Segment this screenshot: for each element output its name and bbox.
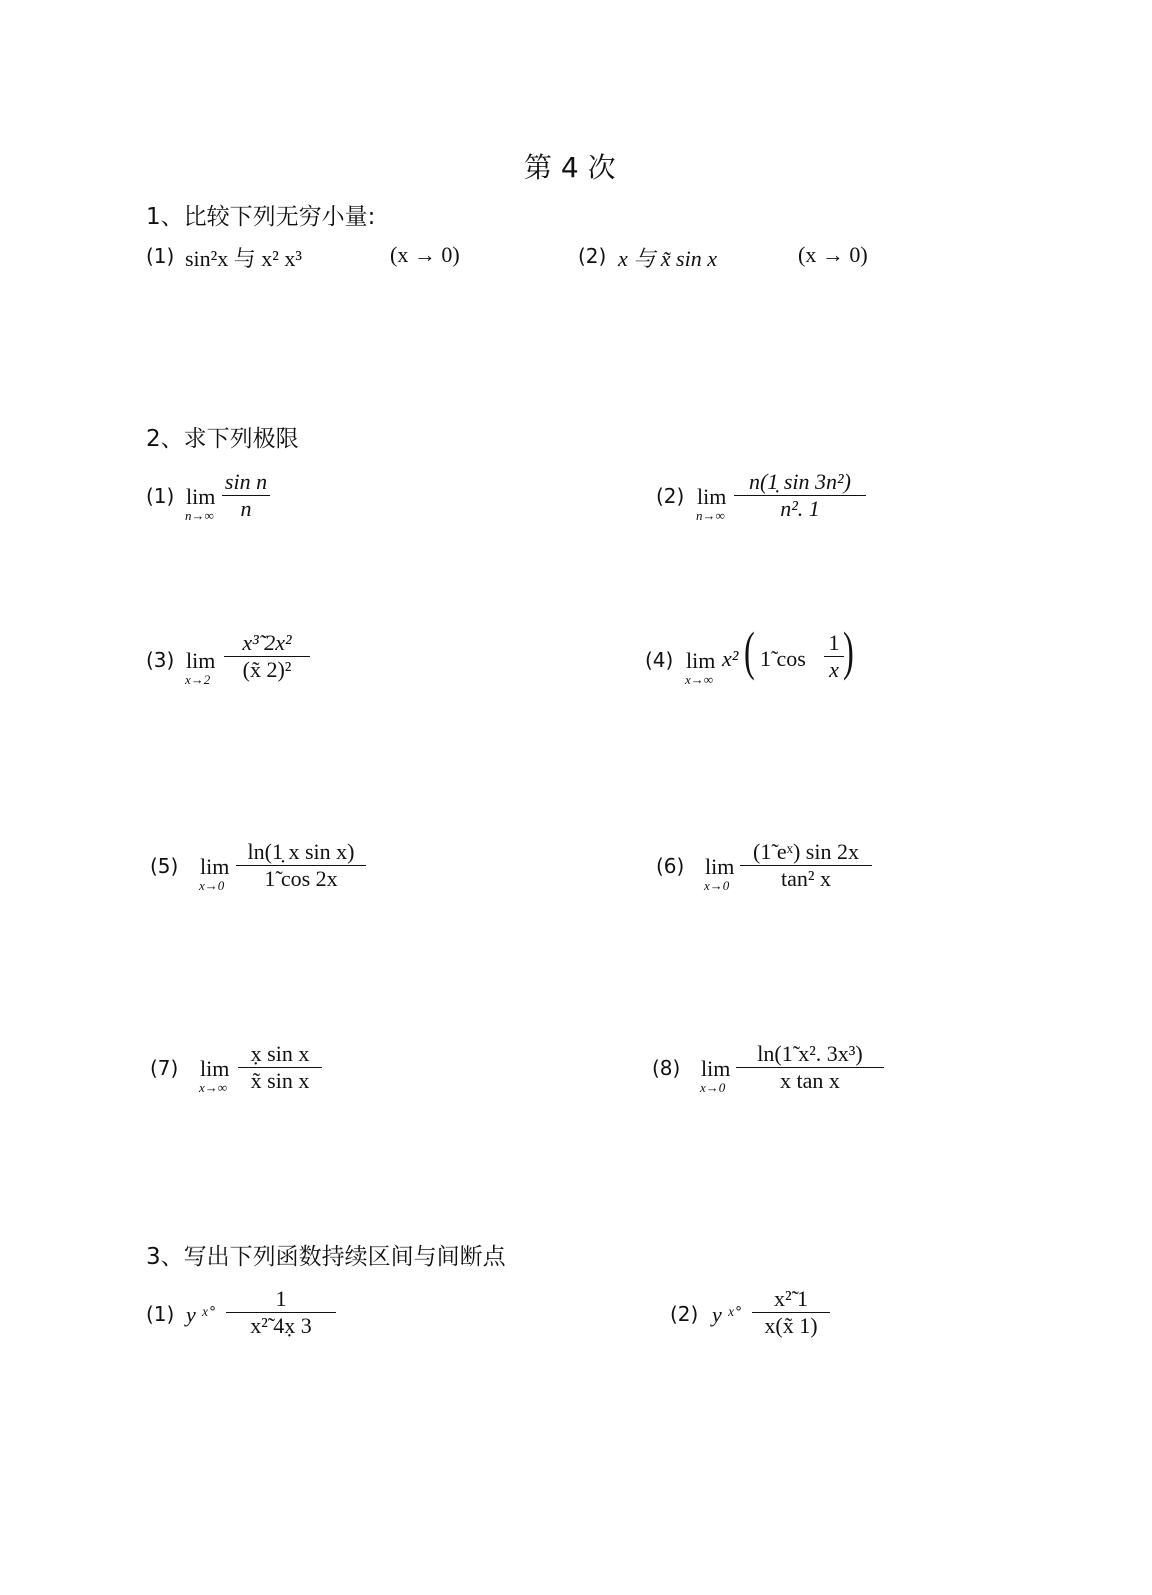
s2-problem-7-fraction <box>238 1041 322 1094</box>
s2-problem-8-fraction <box>736 1041 884 1094</box>
s1-problem-2-expression: x 与 x̃ sin x <box>618 246 717 271</box>
s2-problem-5-lim-subscript: x→0 <box>199 878 225 893</box>
s1-problem-2-label: (2) <box>578 244 607 268</box>
s2-problem-1-lim-subscript: n→∞ <box>185 508 214 523</box>
s2-problem-4-fraction <box>824 630 844 683</box>
denominator: x(x̃ 1) <box>764 1313 818 1338</box>
s2-problem-1-fraction <box>222 469 270 522</box>
s2-problem-1-label: (1) <box>146 484 175 508</box>
s2-problem-6-lim-subscript: x→0 <box>704 878 730 893</box>
s2-problem-6-label: (6) <box>656 854 685 878</box>
numerator: (1̃ eˣ) sin 2x <box>753 839 859 864</box>
denominator: x²̃ 4x̣ 3 <box>250 1313 312 1338</box>
s1-problem-2-condition: (x → 0) <box>798 242 868 267</box>
section-1-heading: 1、比较下列无穷小量: <box>146 204 376 230</box>
s3-problem-2-fraction <box>752 1286 830 1339</box>
s2-problem-7-label: (7) <box>150 1056 179 1080</box>
s2-problem-3-label: (3) <box>146 648 175 672</box>
numerator: n(1̣ sin 3n²) <box>749 469 851 494</box>
s2-problem-4-prefactor: x² <box>722 646 739 671</box>
s2-problem-6-lim: lim <box>705 854 735 879</box>
section-3-heading: 3、写出下列函数持续区间与间断点 <box>146 1244 506 1270</box>
s1-problem-1-condition: (x → 0) <box>390 242 460 267</box>
numerator: 1 <box>828 630 840 655</box>
s1-problem-1-expression: sin²x 与 x² x³ <box>185 246 302 271</box>
denominator: 1̃ cos 2x <box>264 866 338 891</box>
section-2-heading: 2、求下列极限 <box>146 426 299 452</box>
s2-problem-8-label: (8) <box>652 1056 681 1080</box>
s2-problem-3-lim: lim <box>186 648 216 673</box>
numerator: x³̃ 2x² <box>242 630 292 655</box>
numerator: x²̃ 1 <box>773 1286 809 1311</box>
s2-problem-2-lim: lim <box>697 484 727 509</box>
s3-problem-1-fraction <box>226 1286 336 1339</box>
s2-problem-2-label: (2) <box>656 484 685 508</box>
s2-problem-3-lim-subscript: x→2 <box>185 672 211 687</box>
s2-problem-1-lim: lim <box>186 484 216 509</box>
s2-problem-8-lim: lim <box>701 1056 731 1081</box>
s2-problem-2-lim-subscript: n→∞ <box>696 508 725 523</box>
s2-problem-7-lim: lim <box>200 1056 230 1081</box>
denominator: n <box>240 496 252 521</box>
numerator: 1 <box>275 1286 287 1311</box>
s2-problem-4-label: (4) <box>645 648 674 672</box>
s2-problem-6-fraction <box>740 839 872 892</box>
s3-problem-2-label: (2) <box>670 1302 699 1326</box>
denominator: tan² x <box>781 866 831 891</box>
denominator: x̃ sin x <box>250 1068 310 1093</box>
s2-problem-2-fraction <box>734 469 866 522</box>
s3-problem-2-lhs: y ˣ̊ <box>712 1302 734 1327</box>
s2-problem-8-lim-subscript: x→0 <box>700 1080 726 1095</box>
numerator: sin n <box>224 469 268 494</box>
denominator: x tan x <box>780 1068 840 1093</box>
s3-problem-1-label: (1) <box>146 1302 175 1326</box>
s2-problem-4-lim: lim <box>686 648 716 673</box>
s2-problem-5-fraction <box>236 839 366 892</box>
s2-problem-4-inner: 1̃ cos <box>760 646 806 671</box>
denominator: (x̃ 2)² <box>242 657 292 682</box>
denominator: x <box>829 657 839 682</box>
denominator: n². 1 <box>780 496 820 521</box>
s2-problem-7-lim-subscript: x→∞ <box>199 1080 228 1095</box>
left-parenthesis: ( <box>744 621 755 681</box>
s3-problem-1-lhs: y ˣ̊ <box>186 1302 208 1327</box>
s2-problem-4-lim-subscript: x→∞ <box>685 672 714 687</box>
s2-problem-5-label: (5) <box>150 854 179 878</box>
s2-problem-3-fraction <box>224 630 310 683</box>
right-parenthesis: ) <box>843 621 854 681</box>
numerator: ln(1̣ x sin x) <box>247 839 355 864</box>
s1-problem-1-label: (1) <box>146 244 175 268</box>
page-title: 第 4 次 <box>524 151 616 184</box>
numerator: x̣ sin x <box>250 1041 310 1066</box>
numerator: ln(1̃ x². 3x³) <box>757 1041 863 1066</box>
s2-problem-5-lim: lim <box>200 854 230 879</box>
